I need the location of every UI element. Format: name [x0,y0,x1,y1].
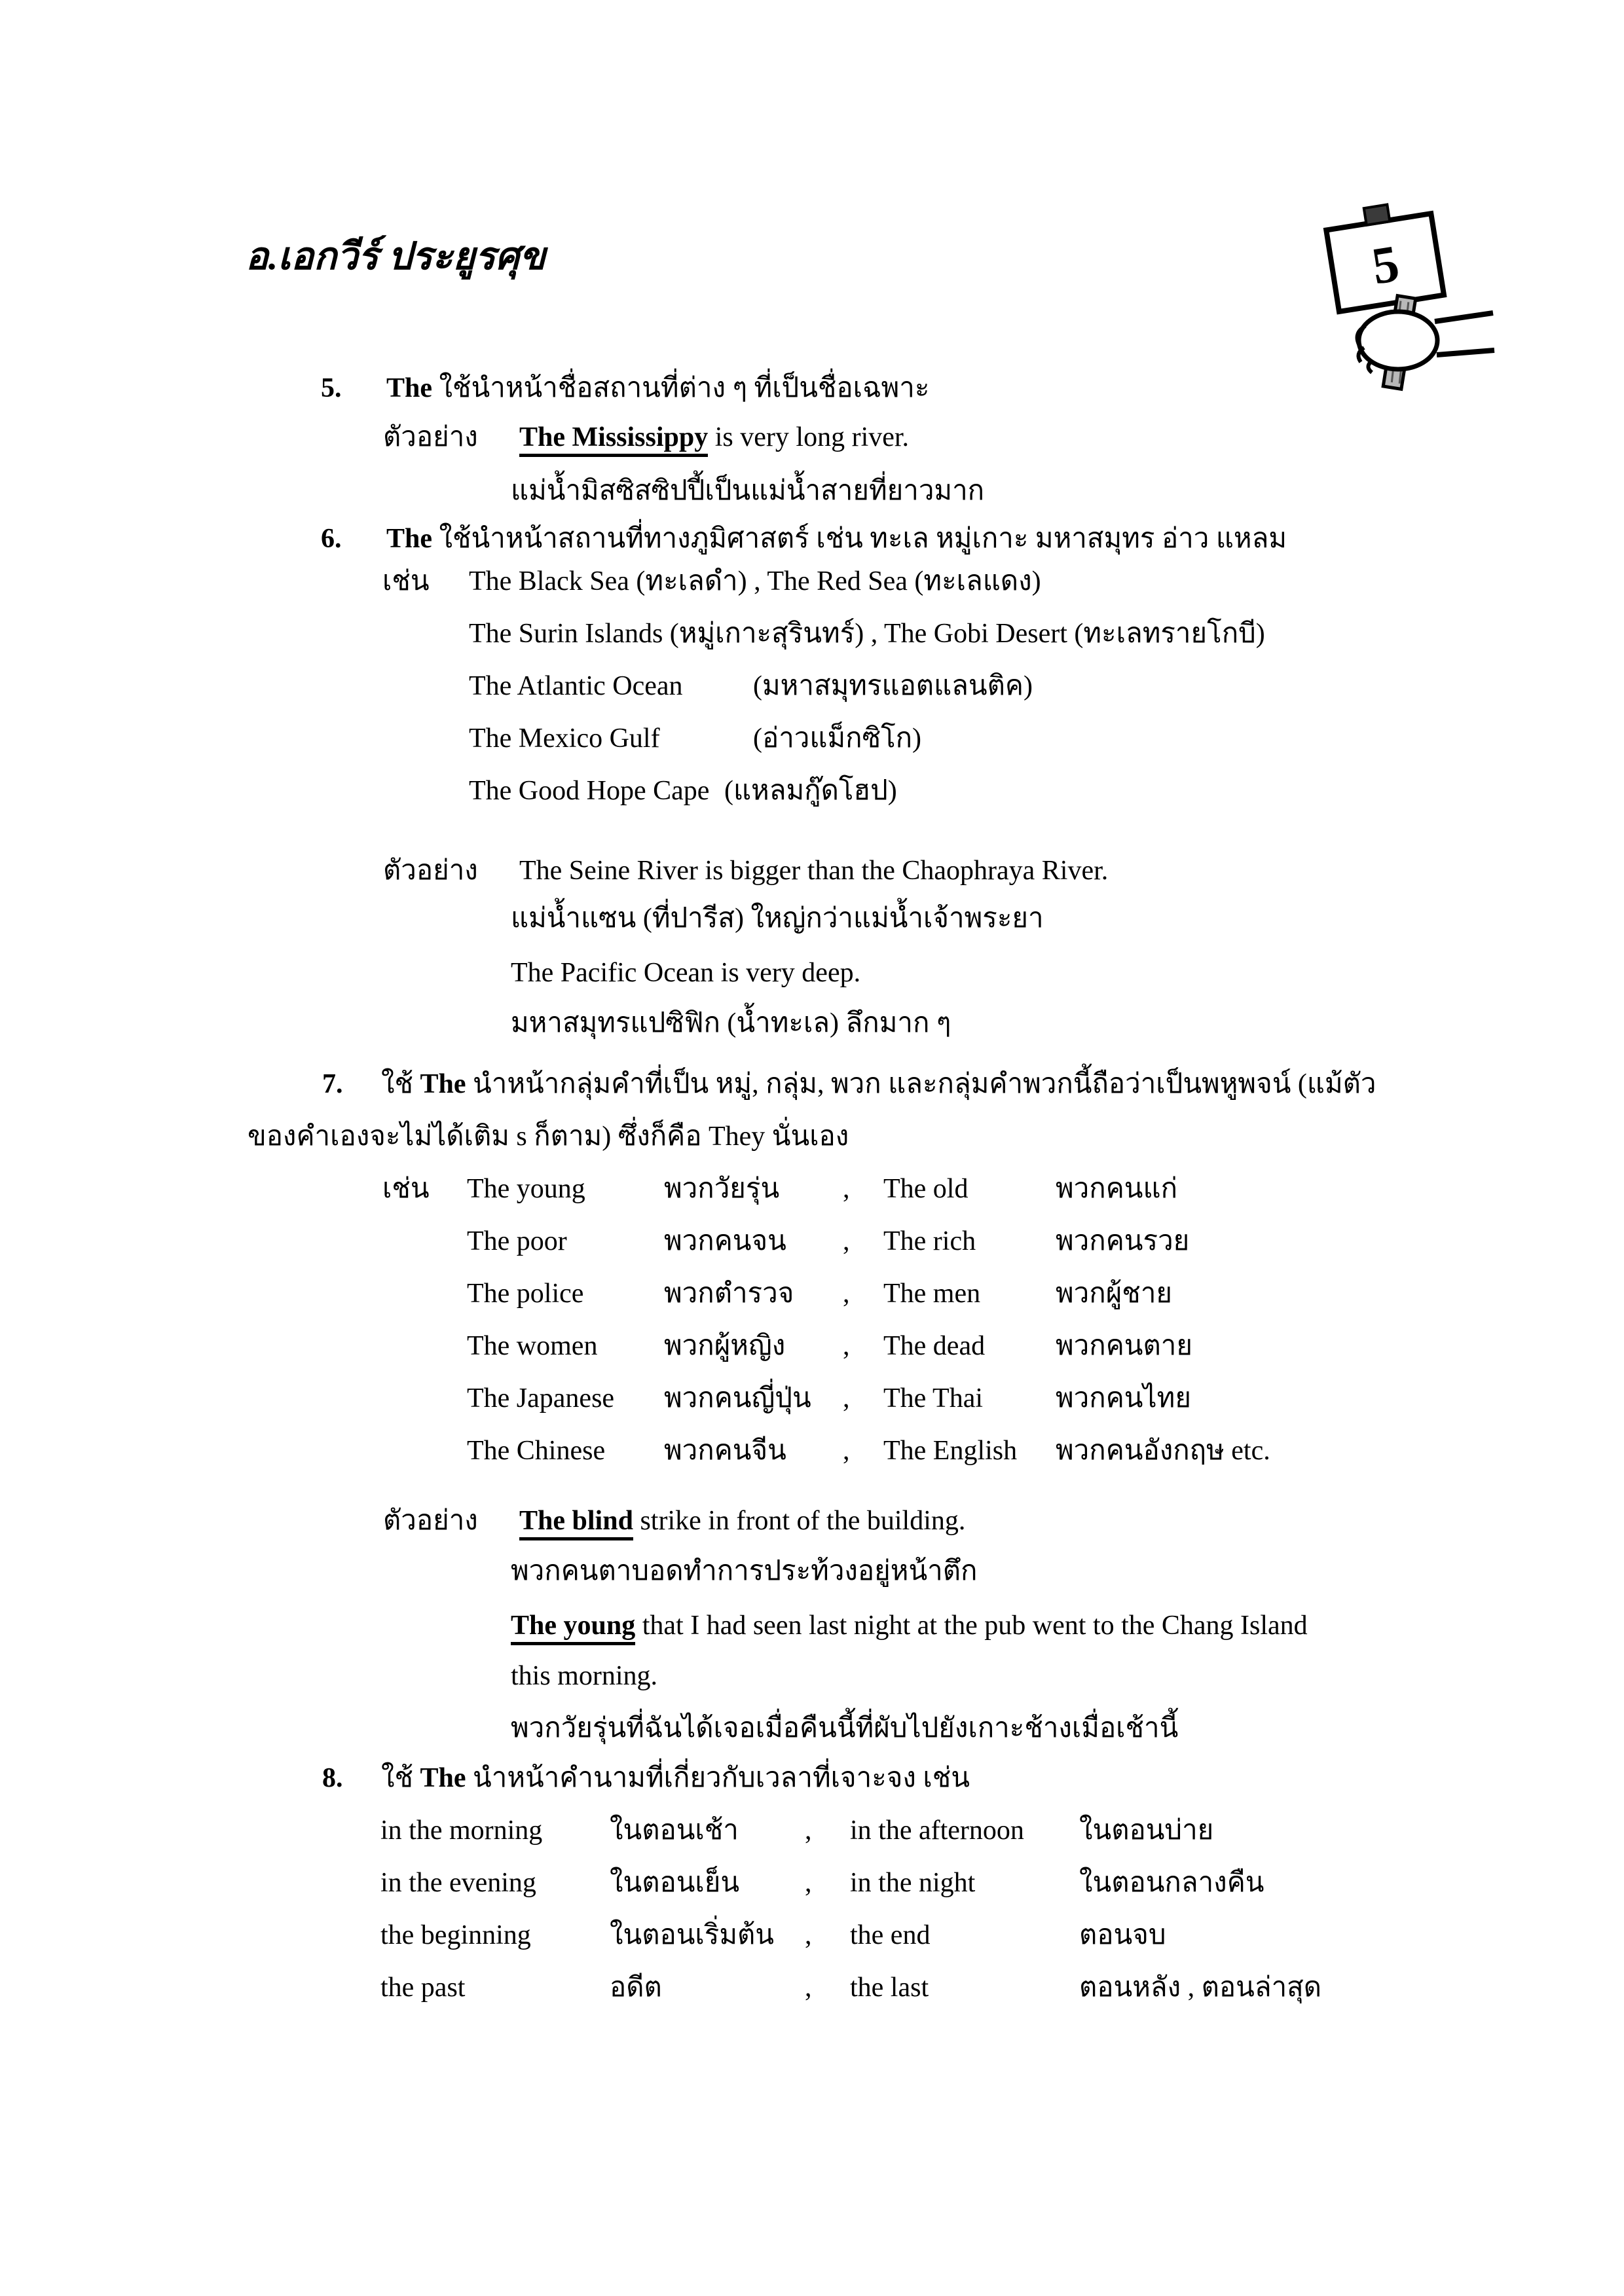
group-th-2: พวกคนตาย [1056,1331,1192,1361]
group-en-1: The young [467,1174,585,1204]
separator-comma: , [805,1920,812,1950]
separator-comma: , [805,1815,812,1846]
time-expression-row [380,1857,1264,1909]
item-5-example-thai: แม่น้ำมิสซิสซิปปี้เป็นแม่น้ำสายที่ยาวมาก [511,476,985,506]
example-subject-underlined: The blind [519,1506,633,1540]
item-8-pre: ใช้ [381,1763,420,1793]
item-6-example1-thai: แม่น้ำแซน (ที่ปารีส) ใหญ่กว่าแม่น้ำเจ้าพระยา [511,903,1044,934]
item-6-example2-thai: มหาสมุทรแปซิฟิก (น้ำทะเล) ลึกมาก ๆ [511,1008,951,1038]
time-en-2: the last [850,1973,929,2003]
item-6-number: 6. [321,524,342,554]
such-as-label: เช่น [382,1174,430,1204]
group-en-1: The Japanese [467,1383,615,1413]
geo-pair-row [469,712,921,765]
separator-comma: , [843,1174,850,1204]
time-th-2: ตอนจบ [1079,1920,1166,1950]
time-th-1: อดีต [610,1973,662,2003]
time-en-2: the end [850,1920,931,1950]
item-7-example2-line [511,1599,1308,1652]
time-th-1: ในตอนเย็น [610,1868,740,1898]
keyword-the: The [420,1763,466,1793]
author-header: อ.เอกวีร์ ประยูรศุข [246,235,546,278]
time-th-1: ในตอนเริ่มต้น [610,1920,775,1950]
geo-pair-row [469,660,1033,712]
separator-comma: , [843,1436,850,1466]
geo-name-en: The Good Hope Cape [469,776,710,806]
word-group-row [467,1215,1189,1267]
time-en-1: in the evening [380,1868,536,1898]
such-as-label: เช่น [382,566,430,596]
time-expression-row [380,1804,1213,1857]
hand-icon [1357,312,1494,373]
geo-name-en: The Mexico Gulf [469,723,660,754]
time-en-1: the beginning [380,1920,531,1950]
geo-pair-row [469,765,897,817]
word-group-row [467,1267,1172,1320]
example-label: ตัวอย่าง [383,856,478,886]
separator-comma: , [805,1868,812,1898]
geo-name-en: The Atlantic Ocean [469,671,683,701]
time-en-2: in the night [850,1868,976,1898]
time-en-1: the past [380,1973,466,2003]
time-expression-row [380,1961,1321,2014]
example-sentence-rest: strike in front of the building. [633,1506,966,1536]
group-en-1: The women [467,1331,598,1361]
time-th-1: ในตอนเช้า [610,1815,739,1846]
group-th-1: พวกคนจน [664,1226,786,1256]
example-label: ตัวอย่าง [383,1506,478,1536]
group-th-1: พวกวัยรุ่น [664,1174,780,1204]
item-5-number: 5. [321,373,342,403]
item-7-title-continuation: ของคำเองจะไม่ได้เติม s ก็ตาม) ซึ่งก็คือ They นั่นเอง [248,1121,849,1152]
example-label: ตัวอย่าง [383,422,478,452]
keyword-the: The [420,1069,466,1099]
item-6-such-as-line [382,555,1041,608]
item-6-title: ใช้นำหน้าสถานที่ทางภูมิศาสตร์ เช่น ทะเล หมู่เกาะ มหาสมุทร อ่าว แหลม [439,524,1287,554]
sea-examples-line1: The Black Sea (ทะเลดำ) , The Red Sea (ทะเลแดง) [469,566,1041,596]
group-en-2: The English [883,1436,1018,1466]
geo-name-th: (แหลมกู๊ดโฮป) [724,776,897,806]
item-7-heading [322,1058,1376,1110]
example-sentence: The Seine River is bigger than the Chaophraya River. [519,856,1109,886]
group-th-2: พวกผู้ชาย [1056,1279,1173,1309]
word-group-row [467,1163,1177,1215]
word-group-row [467,1425,1270,1477]
group-en-2: The dead [883,1331,986,1361]
sea-examples-line2: The Surin Islands (หมู่เกาะสุรินทร์) , The Gobi Desert (ทะเลทรายโกบี) [469,619,1265,649]
item-7-pre: ใช้ [381,1069,420,1099]
word-group-row [467,1372,1191,1425]
time-th-2: ตอนหลัง , ตอนล่าสุด [1079,1973,1322,2003]
item-7-example1-thai: พวกคนตาบอดทำการประท้วงอยู่หน้าตึก [511,1556,978,1586]
example-subject-underlined: The Mississippy [519,422,708,457]
group-th-2: พวกคนไทย [1056,1383,1191,1413]
separator-comma: , [843,1331,850,1361]
group-en-2: The old [883,1174,969,1204]
group-en-2: The rich [883,1226,976,1256]
item-8-number: 8. [322,1763,343,1793]
item-7-example2-continuation: this morning. [511,1661,658,1691]
item-5-title: ใช้นำหน้าชื่อสถานที่ต่าง ๆ ที่เป็นชื่อเฉพาะ [439,373,930,403]
separator-comma: , [805,1973,812,2003]
sign-tab [1364,204,1390,225]
page-number-sign-illustration [1300,193,1503,429]
geo-name-th: (มหาสมุทรแอตแลนติค) [753,671,1033,701]
item-5-heading [321,362,929,414]
time-th-2: ในตอนบ่าย [1079,1815,1214,1846]
group-th-2: พวกคนรวย [1056,1226,1190,1256]
group-en-2: The Thai [883,1383,984,1413]
group-th-2: พวกคนแก่ [1056,1174,1178,1204]
time-expression-row [380,1909,1166,1961]
keyword-the: The [386,373,433,403]
time-th-2: ในตอนกลางคืน [1079,1868,1264,1898]
time-en-2: in the afternoon [850,1815,1024,1846]
separator-comma: , [843,1279,850,1309]
item-7-example-line [383,1495,965,1547]
separator-comma: , [843,1226,850,1256]
item-7-number: 7. [322,1069,343,1099]
group-en-2: The men [883,1279,981,1309]
item-6-example2-en: The Pacific Ocean is very deep. [511,958,861,988]
example-sentence-rest: that I had seen last night at the pub went to the Chang Island [635,1611,1308,1641]
keyword-the: The [386,524,433,554]
example-subject-underlined: The young [511,1611,635,1645]
group-th-1: พวกผู้หญิง [664,1331,786,1361]
item-8-title: นำหน้าคำนามที่เกี่ยวกับเวลาที่เจาะจง เช่น [466,1763,970,1793]
group-th-1: พวกตำรวจ [664,1279,794,1309]
item-7-title: นำหน้ากลุ่มคำที่เป็น หมู่, กลุ่ม, พวก และกลุ่มคำพวกนี้ถือว่าเป็นพหูพจน์ (แม้ตัว [466,1069,1376,1099]
group-th-2: พวกคนอังกฤษ etc. [1056,1436,1270,1466]
page-number: 5 [1368,234,1403,296]
group-en-1: The Chinese [467,1436,606,1466]
item-8-heading [322,1752,970,1804]
group-en-1: The police [467,1279,584,1309]
word-group-row [467,1320,1192,1372]
geo-name-th: (อ่าวแม็กซิโก) [753,723,922,754]
group-th-1: พวกคนญี่ปุ่น [664,1383,811,1413]
item-6-example-line [383,845,1108,897]
time-en-1: in the morning [380,1815,543,1846]
separator-comma: , [843,1383,850,1413]
group-th-1: พวกคนจีน [664,1436,786,1466]
item-7-example2-thai: พวกวัยรุ่นที่ฉันได้เจอเมื่อคืนนี้ที่ผับไปยังเกาะช้างเมื่อเช้านี้ [511,1713,1179,1743]
item-5-example-line [383,411,909,464]
group-en-1: The poor [467,1226,567,1256]
example-sentence-rest: is very long river. [708,422,910,452]
